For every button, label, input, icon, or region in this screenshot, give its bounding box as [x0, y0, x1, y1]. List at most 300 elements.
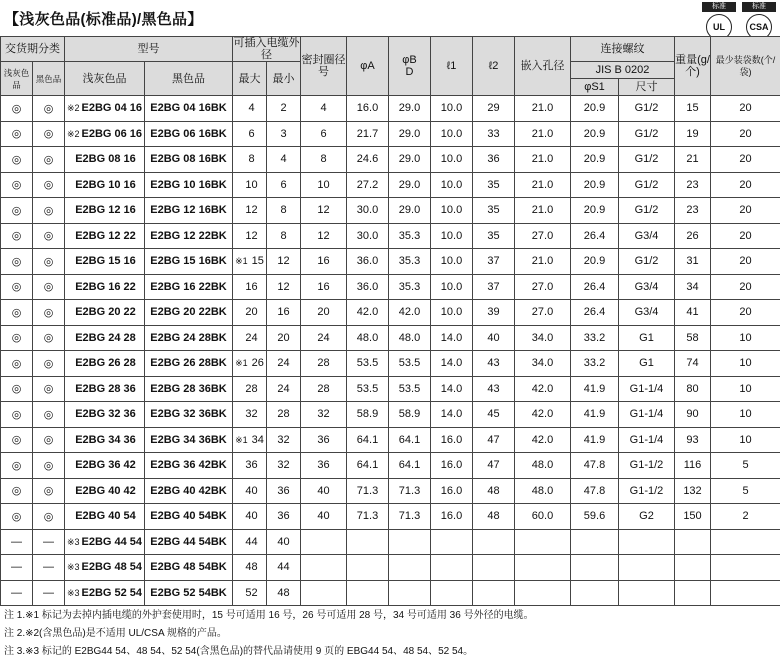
spec-table-body: [1, 96, 780, 606]
phi-a-cell: [347, 453, 389, 479]
hole-cell-value: 48.0: [531, 459, 554, 472]
phi-b-cell: [389, 402, 431, 428]
l2-cell: [473, 96, 515, 122]
hole-cell-value: 21.0: [531, 178, 554, 191]
l1-cell: [431, 402, 473, 428]
model-light-cell: [65, 223, 145, 249]
phi-b-cell: [389, 172, 431, 198]
phi-s1-cell-value: 41.9: [583, 433, 606, 446]
phi-a-cell-value: 36.0: [356, 255, 379, 268]
size-cell: [619, 198, 675, 224]
phi-s1-cell-value: 20.9: [583, 204, 606, 217]
phi-a-cell: [347, 249, 389, 275]
l1-cell-value: 14.0: [440, 408, 463, 421]
header-phi-s1: φS1: [571, 79, 619, 96]
seal-cell-value: 28: [317, 357, 330, 370]
weight-cell-value: 34: [686, 280, 699, 293]
header-model: 型号: [65, 37, 233, 62]
model-black-cell-value: E2BG 08 16BK: [150, 153, 227, 166]
header-max: 最大: [233, 62, 267, 96]
header-l2: ℓ2: [473, 37, 515, 96]
table-row: [1, 529, 780, 555]
size-cell-value: G3/4: [634, 280, 659, 293]
cable-max-cell-value: 24: [245, 331, 258, 344]
l1-cell-value: 10.0: [440, 102, 463, 115]
cable-min-cell-value: 6: [280, 178, 287, 191]
size-cell: [619, 223, 675, 249]
l1-cell: [431, 376, 473, 402]
phi-s1-cell: [571, 223, 619, 249]
phi-a-cell: [347, 376, 389, 402]
cable-max-cell: [233, 172, 267, 198]
delivery-light-cell: [1, 172, 33, 198]
size-cell-value: G1: [639, 331, 654, 344]
l1-cell-value: 10.0: [440, 153, 463, 166]
delivery-black-cell: [33, 96, 65, 122]
header-delivery: 交货期分类: [1, 37, 65, 62]
l2-cell-value: 39: [487, 306, 500, 319]
hole-cell: [515, 223, 571, 249]
cable-max-cell-value: 34: [251, 433, 264, 446]
phi-b-cell-value: 71.3: [398, 484, 421, 497]
delivery-light-cell-value: ◎: [11, 332, 22, 345]
delivery-light-cell: [1, 504, 33, 530]
table-row: [1, 223, 780, 249]
size-cell: [619, 121, 675, 147]
cable-min-cell-value: 36: [277, 510, 290, 523]
delivery-light-cell: [1, 147, 33, 173]
l2-cell-value: 45: [487, 408, 500, 421]
delivery-black-cell-value: ◎: [43, 332, 54, 345]
l1-cell-value: 14.0: [440, 382, 463, 395]
phi-a-cell-value: 53.5: [356, 382, 379, 395]
weight-cell-value: 21: [686, 153, 699, 166]
cable-max-cell: [233, 504, 267, 530]
delivery-black-cell: [33, 555, 65, 581]
model-light-cell-value: E2BG 06 16: [81, 127, 143, 140]
model-light-cell-value: E2BG 12 16: [75, 204, 136, 217]
table-row: [1, 478, 780, 504]
seal-cell-value: 6: [320, 127, 327, 140]
hole-cell-value: 42.0: [531, 408, 554, 421]
l2-cell: [473, 580, 515, 606]
l2-cell: [473, 325, 515, 351]
phi-s1-cell-value: 33.2: [583, 357, 606, 370]
model-light-cell: [65, 147, 145, 173]
l2-cell-value: 40: [487, 331, 500, 344]
phi-b-cell: [389, 376, 431, 402]
l1-cell: [431, 453, 473, 479]
cable-min-cell-value: 24: [277, 382, 290, 395]
l1-cell: [431, 504, 473, 530]
l1-cell-value: 10.0: [440, 306, 463, 319]
seal-cell: [301, 504, 347, 530]
phi-s1-cell: [571, 478, 619, 504]
model-black-cell-value: E2BG 20 22BK: [150, 306, 227, 319]
hole-cell: [515, 172, 571, 198]
phi-b-cell-value: 29.0: [398, 178, 421, 191]
cable-max-cell: [233, 147, 267, 173]
phi-a-cell: [347, 300, 389, 326]
cable-max-cell: [233, 402, 267, 428]
min-qty-cell-value: 20: [739, 306, 752, 319]
delivery-black-cell-value: ◎: [43, 434, 54, 447]
cable-min-cell: [267, 249, 301, 275]
cable-min-cell: [267, 427, 301, 453]
min-qty-cell-value: 10: [739, 331, 752, 344]
delivery-black-cell-value: —: [43, 586, 54, 599]
size-cell-value: G1/2: [634, 255, 659, 268]
l2-cell: [473, 300, 515, 326]
cable-max-cell-value: 15: [251, 255, 264, 268]
phi-a-cell: [347, 504, 389, 530]
l2-cell: [473, 172, 515, 198]
seal-cell: [301, 529, 347, 555]
seal-cell-value: 40: [317, 484, 330, 497]
size-cell-value: G1-1/4: [629, 382, 664, 395]
header-size: 尺寸: [619, 79, 675, 96]
ul-cert: [702, 2, 736, 40]
seal-cell-value: 12: [317, 229, 330, 242]
min-qty-cell: [711, 376, 780, 402]
seal-cell-value: 8: [320, 153, 327, 166]
weight-cell: [675, 121, 711, 147]
min-qty-cell-value: 5: [742, 459, 749, 472]
header-model-light: 浅灰色品: [65, 62, 145, 96]
l1-cell-value: 10.0: [440, 255, 463, 268]
phi-b-cell-value: 35.3: [398, 255, 421, 268]
phi-s1-cell: [571, 453, 619, 479]
table-row: [1, 402, 780, 428]
header-min-qty: 最少装袋数(个/袋): [711, 37, 780, 96]
l2-cell-value: 37: [487, 280, 500, 293]
cable-max-cell-value: 52: [245, 586, 258, 599]
l2-cell-value: 48: [487, 484, 500, 497]
seal-cell-value: 10: [317, 178, 330, 191]
seal-cell: [301, 478, 347, 504]
model-black-cell-value: E2BG 48 54BK: [150, 561, 227, 574]
page-title: 【浅灰色品(标准品)/黑色品】: [4, 11, 203, 28]
model-light-cell-value: E2BG 04 16: [81, 102, 143, 115]
header-min: 最小: [267, 62, 301, 96]
header-delivery-light: 浅灰色品: [1, 62, 33, 96]
phi-b-cell-value: 64.1: [398, 459, 421, 472]
header-jis: JIS B 0202: [571, 62, 675, 79]
delivery-black-cell: [33, 376, 65, 402]
cable-min-cell: [267, 504, 301, 530]
min-qty-cell-value: 5: [742, 484, 749, 497]
cable-min-cell: [267, 351, 301, 377]
delivery-light-cell-value: ◎: [11, 153, 22, 166]
delivery-light-cell: [1, 453, 33, 479]
model-black-cell: [145, 376, 233, 402]
delivery-black-cell: [33, 198, 65, 224]
model-light-cell-value: E2BG 40 54: [75, 510, 136, 523]
phi-b-cell-value: 29.0: [398, 102, 421, 115]
cable-max-cell-value: 28: [245, 382, 258, 395]
footnote-mark: ※1: [235, 358, 248, 369]
model-black-cell: [145, 504, 233, 530]
note-3: 注 3.※3 标记的 E2BG44 54、48 54、52 54(含黑色品)的替代品请使用 9 页的 EBG44 54、48 54、52 54。: [4, 646, 474, 657]
cable-max-cell: [233, 274, 267, 300]
phi-a-cell: [347, 223, 389, 249]
model-black-cell: [145, 198, 233, 224]
delivery-light-cell-value: —: [11, 561, 22, 574]
phi-b-cell-value: 53.5: [398, 357, 421, 370]
model-light-cell-value: E2BG 10 16: [75, 178, 136, 191]
phi-b-cell-value: 35.3: [398, 280, 421, 293]
l1-cell: [431, 198, 473, 224]
l1-cell: [431, 325, 473, 351]
delivery-light-cell: [1, 555, 33, 581]
l2-cell-value: 47: [487, 459, 500, 472]
weight-cell: [675, 249, 711, 275]
phi-s1-cell: [571, 147, 619, 173]
l1-cell: [431, 96, 473, 122]
header-seal: 密封圈径号: [301, 37, 347, 96]
phi-b-cell: [389, 580, 431, 606]
weight-cell: [675, 478, 711, 504]
min-qty-cell: [711, 453, 780, 479]
min-qty-cell-value: 20: [739, 204, 752, 217]
footnote-mark: ※1: [235, 434, 248, 445]
table-row: [1, 351, 780, 377]
cable-max-cell: [233, 223, 267, 249]
header-weight: 重量(g/个): [675, 37, 711, 96]
model-light-cell-value: E2BG 36 42: [75, 459, 136, 472]
phi-a-cell-value: 71.3: [356, 510, 379, 523]
size-cell-value: G1-1/4: [629, 433, 664, 446]
delivery-black-cell: [33, 172, 65, 198]
header-d: D: [405, 66, 414, 78]
delivery-black-cell: [33, 249, 65, 275]
weight-cell-value: 116: [683, 459, 702, 472]
phi-b-cell-value: 71.3: [398, 510, 421, 523]
cable-min-cell-value: 44: [277, 561, 290, 574]
phi-s1-cell: [571, 351, 619, 377]
l2-cell-value: 29: [487, 102, 500, 115]
delivery-black-cell-value: ◎: [43, 383, 54, 396]
delivery-black-cell: [33, 478, 65, 504]
footnote-mark: ※3: [66, 536, 80, 547]
cable-max-cell: [233, 478, 267, 504]
min-qty-cell: [711, 300, 780, 326]
model-black-cell: [145, 274, 233, 300]
hole-cell: [515, 376, 571, 402]
seal-cell-value: 28: [317, 382, 330, 395]
header-delivery-black: 黑色品: [33, 62, 65, 96]
cable-min-cell: [267, 402, 301, 428]
model-black-cell: [145, 147, 233, 173]
l1-cell: [431, 274, 473, 300]
seal-cell: [301, 249, 347, 275]
table-row: [1, 121, 780, 147]
phi-a-cell: [347, 427, 389, 453]
cable-min-cell: [267, 580, 301, 606]
min-qty-cell: [711, 147, 780, 173]
cable-min-cell: [267, 223, 301, 249]
delivery-light-cell-value: ◎: [11, 179, 22, 192]
cable-max-cell: [233, 555, 267, 581]
l1-cell-value: 10.0: [440, 280, 463, 293]
phi-s1-cell-value: 26.4: [583, 229, 606, 242]
hole-cell: [515, 274, 571, 300]
model-light-cell-value: E2BG 16 22: [75, 280, 136, 293]
delivery-light-cell: [1, 402, 33, 428]
delivery-black-cell-value: ◎: [43, 102, 54, 115]
cable-min-cell-value: 4: [280, 153, 287, 166]
cable-min-cell: [267, 172, 301, 198]
model-black-cell-value: E2BG 40 54BK: [150, 510, 227, 523]
min-qty-cell: [711, 504, 780, 530]
table-row: [1, 325, 780, 351]
l1-cell-value: 16.0: [440, 433, 463, 446]
model-black-cell-value: E2BG 16 22BK: [150, 280, 227, 293]
hole-cell-value: 21.0: [531, 204, 554, 217]
l1-cell: [431, 300, 473, 326]
seal-cell-value: 12: [317, 204, 330, 217]
cable-max-cell: [233, 376, 267, 402]
l2-cell-value: 43: [487, 382, 500, 395]
cable-min-cell: [267, 300, 301, 326]
model-light-cell: [65, 172, 145, 198]
phi-s1-cell: [571, 249, 619, 275]
phi-s1-cell-value: 59.6: [583, 510, 606, 523]
size-cell-value: G1-1/2: [629, 459, 664, 472]
min-qty-cell-value: 20: [739, 255, 752, 268]
phi-s1-cell-value: 20.9: [583, 102, 606, 115]
cable-max-cell-value: 40: [245, 484, 258, 497]
cable-max-cell-value: 48: [245, 561, 258, 574]
table-row: [1, 198, 780, 224]
hole-cell: [515, 504, 571, 530]
delivery-light-cell: [1, 249, 33, 275]
hole-cell-value: 21.0: [531, 255, 554, 268]
phi-b-cell: [389, 555, 431, 581]
min-qty-cell-value: 20: [739, 280, 752, 293]
delivery-light-cell-value: ◎: [11, 102, 22, 115]
phi-a-cell: [347, 121, 389, 147]
size-cell: [619, 172, 675, 198]
phi-s1-cell: [571, 325, 619, 351]
delivery-black-cell: [33, 351, 65, 377]
cable-min-cell-value: 32: [277, 459, 290, 472]
size-cell-value: G1/2: [634, 102, 659, 115]
model-light-cell-value: E2BG 34 36: [75, 433, 136, 446]
size-cell: [619, 529, 675, 555]
delivery-light-cell: [1, 580, 33, 606]
weight-cell-value: 31: [686, 255, 699, 268]
phi-b-cell: [389, 121, 431, 147]
cable-min-cell: [267, 555, 301, 581]
min-qty-cell: [711, 121, 780, 147]
min-qty-cell-value: 10: [739, 408, 752, 421]
cable-max-cell-value: 32: [245, 408, 258, 421]
hole-cell-value: 42.0: [531, 433, 554, 446]
l1-cell-value: 16.0: [440, 459, 463, 472]
l2-cell: [473, 478, 515, 504]
cable-max-cell-value: 12: [245, 229, 258, 242]
cable-min-cell: [267, 376, 301, 402]
size-cell-value: G1/2: [634, 153, 659, 166]
delivery-black-cell: [33, 504, 65, 530]
l1-cell-value: 16.0: [440, 510, 463, 523]
phi-s1-cell: [571, 198, 619, 224]
seal-cell: [301, 96, 347, 122]
phi-s1-cell-value: 26.4: [583, 280, 606, 293]
weight-cell: [675, 555, 711, 581]
l1-cell: [431, 249, 473, 275]
l2-cell: [473, 121, 515, 147]
csa-cert-label: 标准: [742, 2, 776, 12]
cable-min-cell: [267, 478, 301, 504]
l1-cell: [431, 147, 473, 173]
weight-cell: [675, 147, 711, 173]
phi-b-cell: [389, 478, 431, 504]
l2-cell: [473, 376, 515, 402]
table-row: [1, 147, 780, 173]
model-light-cell-value: E2BG 40 42: [75, 484, 136, 497]
l1-cell: [431, 427, 473, 453]
l1-cell: [431, 223, 473, 249]
header-phi-b-top: φB: [402, 54, 417, 66]
model-black-cell: [145, 351, 233, 377]
model-black-cell: [145, 121, 233, 147]
hole-cell: [515, 402, 571, 428]
hole-cell-value: 34.0: [531, 331, 554, 344]
cable-max-cell: [233, 121, 267, 147]
size-cell: [619, 274, 675, 300]
table-row: [1, 427, 780, 453]
phi-s1-cell-value: 20.9: [583, 255, 606, 268]
cable-min-cell: [267, 121, 301, 147]
hole-cell-value: 21.0: [531, 127, 554, 140]
model-black-cell: [145, 529, 233, 555]
l2-cell: [473, 504, 515, 530]
model-light-cell: [65, 274, 145, 300]
delivery-light-cell: [1, 529, 33, 555]
min-qty-cell-value: 20: [739, 153, 752, 166]
cable-min-cell-value: 36: [277, 484, 290, 497]
cable-min-cell-value: 48: [277, 586, 290, 599]
cable-max-cell-value: 20: [245, 306, 258, 319]
delivery-black-cell-value: ◎: [43, 510, 54, 523]
phi-a-cell: [347, 96, 389, 122]
weight-cell-value: 26: [686, 229, 699, 242]
weight-cell: [675, 96, 711, 122]
table-row: [1, 172, 780, 198]
seal-cell: [301, 555, 347, 581]
delivery-light-cell-value: ◎: [11, 306, 22, 319]
seal-cell-value: 40: [317, 510, 330, 523]
model-black-cell-value: E2BG 36 42BK: [150, 459, 227, 472]
phi-s1-cell-value: 41.9: [583, 382, 606, 395]
delivery-light-cell-value: ◎: [11, 408, 22, 421]
ul-logo-icon: UL: [706, 14, 732, 40]
model-light-cell: [65, 529, 145, 555]
min-qty-cell: [711, 96, 780, 122]
header-phi-a: φA: [347, 37, 389, 96]
cable-max-cell-value: 8: [248, 153, 255, 166]
delivery-light-cell-value: ◎: [11, 230, 22, 243]
delivery-black-cell-value: —: [43, 561, 54, 574]
model-light-cell: [65, 555, 145, 581]
weight-cell-value: 19: [686, 127, 699, 140]
size-cell: [619, 453, 675, 479]
table-row: [1, 580, 780, 606]
phi-a-cell-value: 42.0: [356, 306, 379, 319]
weight-cell: [675, 427, 711, 453]
